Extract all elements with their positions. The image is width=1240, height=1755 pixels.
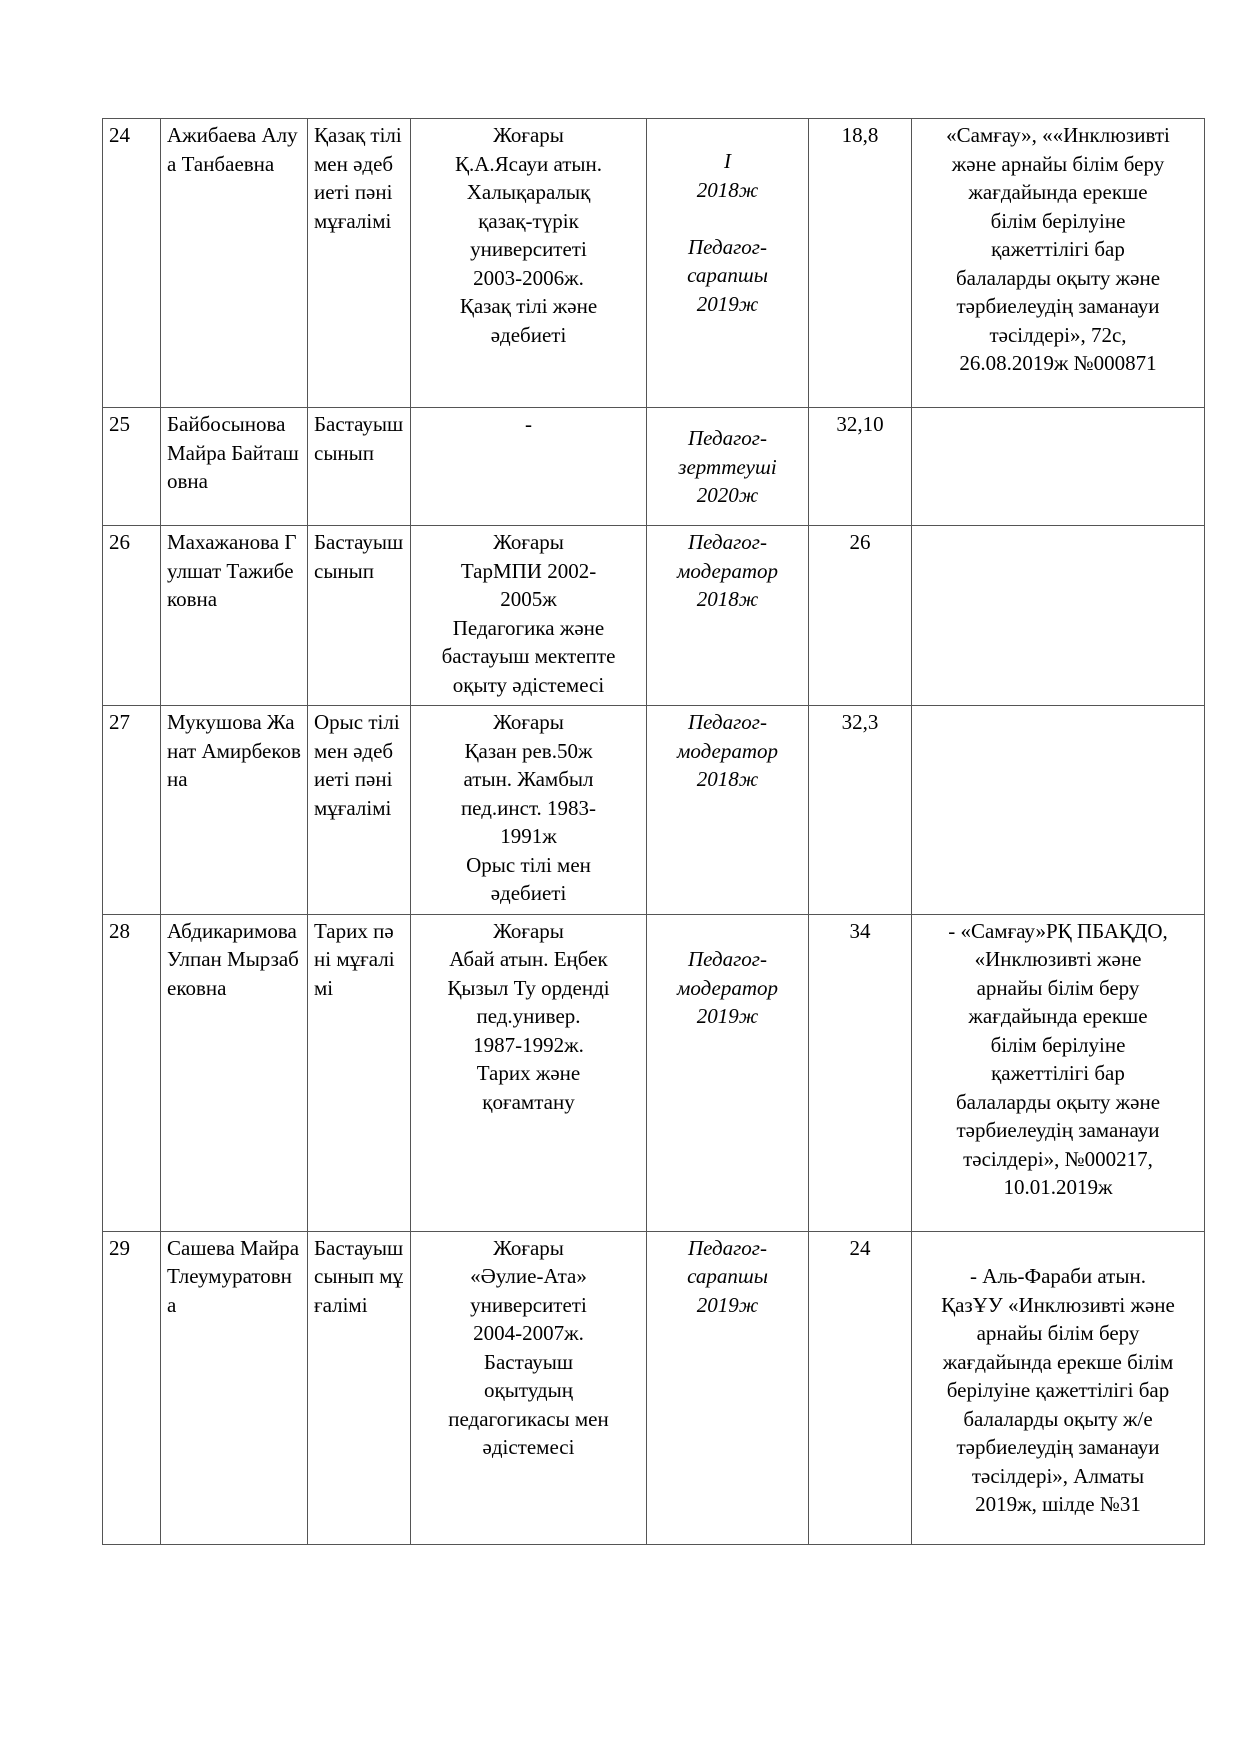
teacher-courses: [912, 526, 1205, 706]
table-row: [103, 526, 1205, 706]
teacher-category: I 2018ж Педагог- сарапшы 2019ж: [647, 119, 809, 408]
teacher-name: Ажибаева Алуа Танбаевна: [161, 119, 308, 408]
teacher-category: Педагог- модератор 2018ж: [647, 706, 809, 915]
teacher-category: Педагог- модератор 2018ж: [647, 526, 809, 706]
teacher-experience: 32,10: [809, 408, 912, 526]
row-number: 26: [103, 526, 161, 706]
table-row: [103, 119, 1205, 408]
teacher-subject: Бастауыш сынып: [308, 526, 411, 706]
teacher-subject: Қазақ тілі мен әдебиеті пәні мұғалімі: [308, 119, 411, 408]
table-row: [103, 1231, 1205, 1544]
teacher-category: Педагог- модератор 2019ж: [647, 914, 809, 1231]
table-row: [103, 914, 1205, 1231]
teacher-subject: Тарих пәні мұғалімі: [308, 914, 411, 1231]
table-body: [103, 119, 1205, 1545]
row-number: 25: [103, 408, 161, 526]
teacher-courses: «Самғау», ««Инклюзивті және арнайы білім беру жағдайында ерекше білім берілуіне қажеттілігі бар балаларды оқыту және тәрбиелеудің заманауи тәсілдері», 72с, 26.08.2019ж №000871: [912, 119, 1205, 408]
teacher-experience: 32,3: [809, 706, 912, 915]
teacher-name: Байбосынова Майра Байташовна: [161, 408, 308, 526]
teacher-education: Жоғары Қазан рев.50ж атын. Жамбыл пед.инст. 1983- 1991ж Орыс тілі мен әдебиеті: [411, 706, 647, 915]
teacher-education: Жоғары Абай атын. Еңбек Қызыл Ту орденді пед.универ. 1987-1992ж. Тарих және қоғамтану: [411, 914, 647, 1231]
teacher-category: Педагог- зерттеуші 2020ж: [647, 408, 809, 526]
row-number: 27: [103, 706, 161, 915]
teacher-courses: [912, 706, 1205, 915]
teacher-education: Жоғары ТарМПИ 2002- 2005ж Педагогика және бастауыш мектепте оқыту әдістемесі: [411, 526, 647, 706]
teacher-experience: 24: [809, 1231, 912, 1544]
teacher-subject: Орыс тілі мен әдебиеті пәні мұғалімі: [308, 706, 411, 915]
row-number: 28: [103, 914, 161, 1231]
teacher-name: Махажанова Гулшат Тажибековна: [161, 526, 308, 706]
staff-table: [102, 118, 1205, 1545]
teacher-name: Абдикаримова Улпан Мырзабековна: [161, 914, 308, 1231]
teacher-courses: [912, 408, 1205, 526]
teacher-category: Педагог- сарапшы 2019ж: [647, 1231, 809, 1544]
teacher-education: -: [411, 408, 647, 526]
teacher-subject: Бастауыш сынып: [308, 408, 411, 526]
row-number: 24: [103, 119, 161, 408]
teacher-name: Сашева Майра Тлеумуратовна: [161, 1231, 308, 1544]
teacher-name: Мукушова Жанат Амирбековна: [161, 706, 308, 915]
teacher-experience: 26: [809, 526, 912, 706]
teacher-subject: Бастауыш сынып мұғалімі: [308, 1231, 411, 1544]
row-number: 29: [103, 1231, 161, 1544]
table-row: [103, 706, 1205, 915]
teacher-courses: - «Самғау»РҚ ПБАҚДО, «Инклюзивті және арнайы білім беру жағдайында ерекше білім берілуіне қажеттілігі бар балаларды оқыту және тәрбиелеудің заманауи тәсілдері», №000217, 10.01.2019ж: [912, 914, 1205, 1231]
teacher-experience: 18,8: [809, 119, 912, 408]
teacher-education: Жоғары Қ.А.Ясауи атын. Халықаралық қазақ-түрік университеті 2003-2006ж. Қазақ тілі және әдебиеті: [411, 119, 647, 408]
teacher-education: Жоғары «Әулие-Ата» университеті 2004-2007ж. Бастауыш оқытудың педагогикасы мен әдістемесі: [411, 1231, 647, 1544]
table-row: [103, 408, 1205, 526]
teacher-experience: 34: [809, 914, 912, 1231]
teacher-courses: - Аль-Фараби атын. ҚазҰУ «Инклюзивті және арнайы білім беру жағдайында ерекше білім берілуіне қажеттілігі бар балаларды оқыту ж/е тәрбиелеудің заманауи тәсілдері», Алматы 2019ж, шілде №31: [912, 1231, 1205, 1544]
